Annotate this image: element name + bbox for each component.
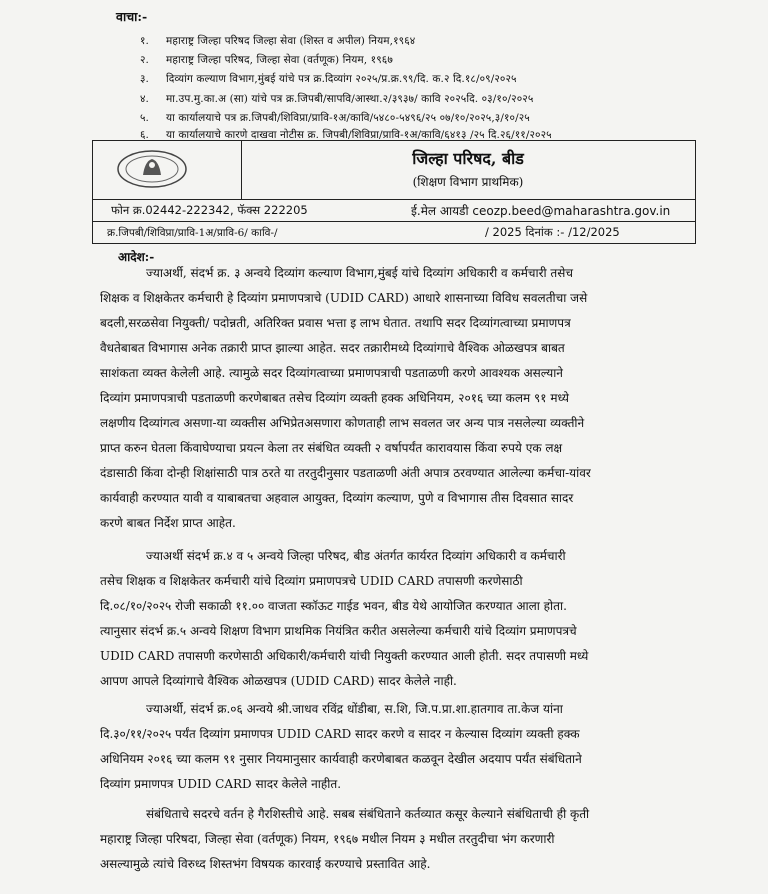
paragraph-line: त्यानुसार संदर्भ क्र.५ अन्वये शिक्षण विभाग प्राथमिक नियंत्रित करीत असलेल्या कर्मचारी यांचे दिव्यांग प्रमाणपत्रचे (100, 624, 577, 638)
emblem-logo-icon (115, 149, 189, 189)
letterhead-title-row (93, 141, 695, 200)
reference-item: ६. या कार्यालयाचे कारणे दाखवा नोटीस क्र. जिपबी/शिविप्रा/प्रावि-१अ/कावि/६४१३ /२५ दि.२६/११/२०२५ (140, 129, 552, 141)
paragraph-line: महाराष्ट्र जिल्हा परिषदा, जिल्हा सेवा (वर्तणूक) नियम, १९६७ मधील नियम ३ मधील तरतुदीचा भंग करणारी (100, 832, 555, 846)
paragraph-line: असल्यामुळे त्यांचे विरुध्द शिस्तभंग विषयक कारवाई करण्याचे प्रस्तावित आहे. (100, 857, 431, 871)
paragraph-line: बदली,सरळसेवा नियुक्ती/ पदोन्नती, अतिरिक्त प्रवास भत्ता इ लाभ घेतात. तथापि सदर दिव्यांगत्वाच्या प्रमाणपत्र (100, 316, 571, 330)
paragraph-line: ज्याअर्थी, संदर्भ क्र. ३ अन्वये दिव्यांग कल्याण विभाग,मुंबई यांचे दिव्यांग अधिकारी व कर्मचारी तसेच (146, 266, 573, 280)
reference-item: १. महाराष्ट्र जिल्हा परिषद जिल्हा सेवा (शिस्त व अपील) नियम,१९६४ (140, 35, 416, 47)
reference-item: ४. मा.उप.मु.का.अ (सा) यांचे पत्र क्र.जिपबी/सापवि/आस्था.२/३९३७/ कावि २०२५दि. ०३/१०/२०२५ (140, 93, 534, 105)
letterhead-subtitle: (शिक्षण विभाग प्राथमिक) (412, 175, 524, 189)
outward-number: क्र.जिपबी/शिविप्रा/प्रावि-1अ/प्रावि-6/ कावि-/ (107, 227, 278, 239)
paragraph-line: लक्षणीय दिव्यांगत्व असणा-या व्यक्तीस अभिप्रेतअसणारा कोणताही लाभ सवलत जर अन्य पात्र नसलेल्या व्यक्तीने (100, 416, 585, 430)
paragraph-line: करणे बाबत निर्देश प्राप्त आहेत. (100, 516, 236, 530)
paragraph-line: साशंकता व्यक्त केलेली आहे. त्यामुळे सदर दिव्यांगत्वाच्या प्रमाणपत्राची पडताळणी करणे आवश्यक असल्याने (100, 366, 563, 380)
paragraph-line: ज्याअर्थी संदर्भ क्र.४ व ५ अन्वये जिल्हा परिषद, बीड अंतर्गत कार्यरत दिव्यांग अधिकारी व कर्मचारी (146, 549, 566, 563)
paragraph-line: वैधतेबाबत विभागास अनेक तक्रारी प्राप्त झाल्या आहेत. सदर तक्रारीमध्ये दिव्यांगाचे वैश्विक ओळखपत्र बाबत (100, 341, 565, 355)
references-label: वाचा:- (116, 9, 148, 24)
letterhead-title: जिल्हा परिषद, बीड (412, 149, 524, 168)
letter-date: / 2025 दिनांक :- /12/2025 (485, 225, 620, 239)
paragraph-line: दिव्यांग प्रमाणपत्राची पडताळणी करणेबाबत तसेच दिव्यांग व्यक्ती हक्क अधिनियम, २०१६ च्या कलम ९१ मध्ये (100, 391, 569, 405)
phone-fax: फोन क्र.02442-222342, फॅक्स 222205 (111, 203, 308, 217)
reference-date-row (93, 221, 695, 243)
letterhead (92, 140, 696, 244)
paragraph-line: दिव्यांग प्रमाणपत्र UDID CARD सादर केलेले नाहीत. (100, 777, 342, 791)
email-address: ई.मेल आयडी ceozp.beed@maharashtra.gov.in (411, 204, 671, 218)
paragraph-line: शिक्षक व शिक्षकेतर कर्मचारी हे दिव्यांग प्रमाणपत्राचे (UDID CARD) आधारे शासनाच्या विविध सवलतीचा जसे (100, 291, 588, 305)
paragraph-line: ज्याअर्थी, संदर्भ क्र.०६ अन्वये श्री.जाधव रविंद्र धोंडीबा, स.शि, जि.प.प्रा.शा.हातगाव ता.केज यांना (146, 702, 563, 716)
reference-item: ५. या कार्यालयाचे पत्र क्र.जिपबी/शिविप्रा/प्रावि-१अ/कावि/५४८०-५४९६/२५ ०७/१०/२०२५,३/१०/२५ (140, 112, 530, 124)
paragraph-line: आपण आपले दिव्यांगाचे वैश्विक ओळखपत्र (UDID CARD) सादर केलेले नाही. (100, 674, 457, 688)
paragraph-line: दि.३०/११/२०२५ पर्यंत दिव्यांग प्रमाणपत्र UDID CARD सादर करणे व सादर न केल्यास दिव्यांग व्यक्ती हक्क (100, 727, 580, 741)
reference-item: ३. दिव्यांग कल्याण विभाग,मुंबई यांचे पत्र क्र.दिव्यांग २०२५/प्र.क्र.९९/दि. क.२ दि.१८/०९/२०२५ (140, 73, 517, 85)
paragraph-line: कार्यवाही करण्यात यावी व याबाबतचा अहवाल आयुक्त, दिव्यांग कल्याण, पुणे व विभागास तीस दिवसात सादर (100, 491, 574, 505)
paragraph-line: दंडासाठी किंवा दोन्ही शिक्षांसाठी पात्र ठरते या तरतुदीनुसार पडताळणी अंती अपात्र ठरवण्यात आलेल्या कर्मचा-यांवर (100, 466, 591, 480)
order-label: आदेश:- (118, 250, 155, 264)
paragraph-line: संबंधिताचे सदरचे वर्तन हे गैरशिस्तीचे आहे. सबब संबंधिताने कर्तव्यात कसूर केल्याने संबंधिताची ही कृती (146, 807, 590, 821)
paragraph-line: प्राप्त करुन घेतला किंवाघेण्याचा प्रयत्न केला तर संबंधित व्यक्ती २ वर्षापर्यंत कारावयास किंवा रुपये एक लक्ष (100, 441, 563, 455)
paragraph-line: अधिनियम २०१६ च्या कलम ९१ नुसार नियमानुसार कार्यवाही करणेबाबत कळवून देखील अदयाप पर्यंत संबंधिताने (100, 752, 582, 766)
paragraph-line: दि.०८/१०/२०२५ रोजी सकाळी ११.०० वाजता स्कॉऊट गाईड भवन, बीड येथे आयोजित करण्यात आला होता. (100, 599, 567, 613)
paragraph-line: UDID CARD तपासणी करणेसाठी अधिकारी/कर्मचारी यांची नियुक्ती करण्यात आली होती. सदर तपासणी मध्ये (100, 649, 589, 663)
reference-item: २. महाराष्ट्र जिल्हा परिषद, जिल्हा सेवा (वर्तणूक) नियम, १९६७ (140, 54, 393, 66)
paragraph-line: तसेच शिक्षक व शिक्षकेतर कर्मचारी यांचे दिव्यांग प्रमाणपत्रचे UDID CARD तपासणी करणेसाठी (100, 574, 523, 588)
contact-row (93, 199, 695, 222)
logo-cell (93, 141, 242, 199)
